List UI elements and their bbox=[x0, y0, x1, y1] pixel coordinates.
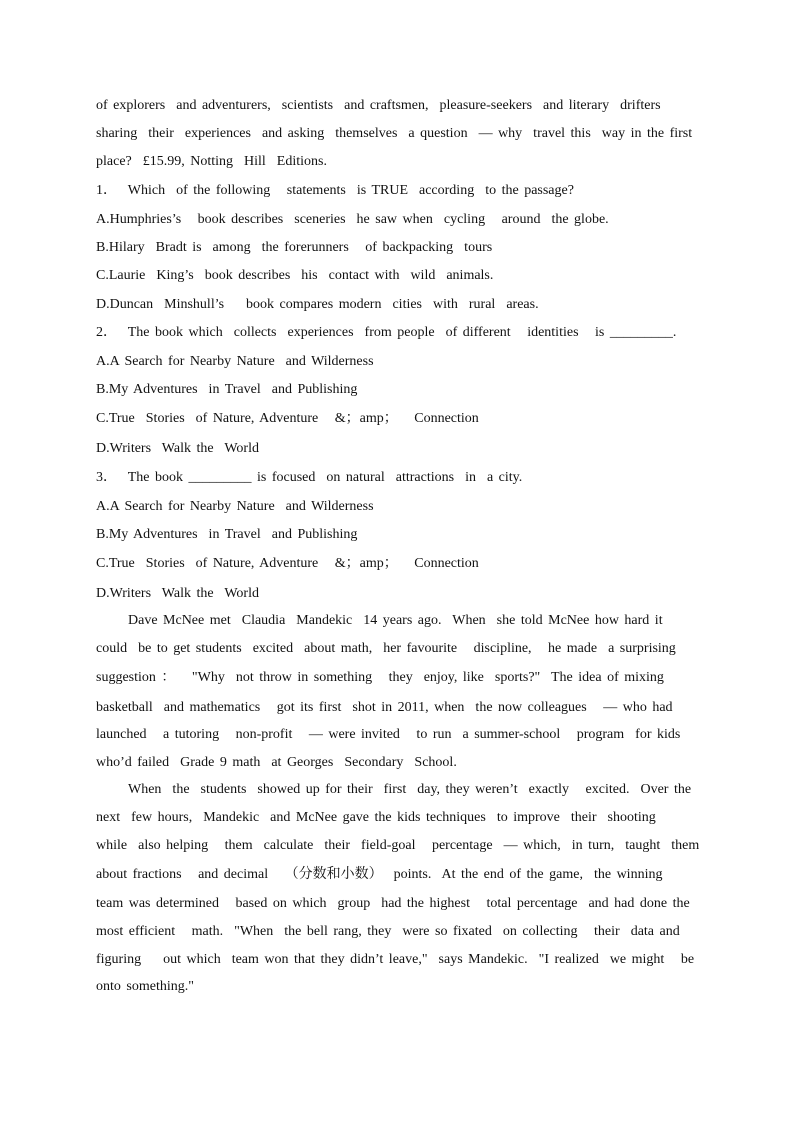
question-2-option-a: A.A Search for Nearby Nature and Wilderness bbox=[96, 354, 374, 369]
passage-line: onto something." bbox=[96, 979, 194, 994]
passage-line: about fractions and decimal （分数和小数） points. At the end of the game, the winning bbox=[96, 867, 663, 882]
question-2-option-d: D.Writers Walk the World bbox=[96, 441, 259, 456]
question-3-stem: 3． The book _________ is focused on natural attractions in a city. bbox=[96, 470, 523, 485]
passage-line: could be to get students excited about math, her favourite discipline, he made a surprising bbox=[96, 641, 676, 656]
question-1-option-d: D.Duncan Minshull’s book compares modern cities with rural areas. bbox=[96, 297, 539, 312]
question-2-option-c: C.True Stories of Nature, Adventure &；amp； Connection bbox=[96, 411, 479, 426]
question-1-option-a: A.Humphries’s book describes sceneries he saw when cycling around the globe. bbox=[96, 212, 609, 227]
question-2-option-b: B.My Adventures in Travel and Publishing bbox=[96, 382, 358, 397]
passage-line: When the students showed up for their first day, they weren’t exactly excited. Over the bbox=[128, 782, 692, 797]
question-3-option-a: A.A Search for Nearby Nature and Wilderness bbox=[96, 499, 374, 514]
passage-line: suggestion ： "Why not throw in something they enjoy, like sports?" The idea of mixing bbox=[96, 670, 664, 685]
passage-line: who’d failed Grade 9 math at Georges Secondary School. bbox=[96, 755, 457, 770]
passage-line: next few hours, Mandekic and McNee gave the kids techniques to improve their shooting bbox=[96, 810, 656, 825]
question-1-stem: 1． Which of the following statements is TRUE according to the passage? bbox=[96, 183, 574, 198]
passage-line: basketball and mathematics got its first shot in 2011, when the now colleagues — who had bbox=[96, 700, 673, 715]
passage-line: of explorers and adventurers, scientists and craftsmen, pleasure-seekers and literary drifters bbox=[96, 98, 661, 113]
passage-line: figuring out which team won that they didn’t leave," says Mandekic. "I realized we might be bbox=[96, 952, 695, 967]
passage-line: while also helping them calculate their field-goal percentage — which, in turn, taught them bbox=[96, 838, 700, 853]
passage-line: most efficient math. "When the bell rang, they were so fixated on collecting their data and bbox=[96, 924, 680, 939]
passage-line: sharing their experiences and asking themselves a question — why travel this way in the first bbox=[96, 126, 693, 141]
question-2-stem: 2． The book which collects experiences from people of different identities is _________. bbox=[96, 325, 677, 340]
passage-line: launched a tutoring non-profit — were invited to run a summer-school program for kids bbox=[96, 727, 681, 742]
question-1-option-c: C.Laurie King’s book describes his contact with wild animals. bbox=[96, 268, 494, 283]
question-3-option-d: D.Writers Walk the World bbox=[96, 586, 259, 601]
passage-line: place? £15.99, Notting Hill Editions. bbox=[96, 154, 327, 169]
question-3-option-c: C.True Stories of Nature, Adventure &；amp； Connection bbox=[96, 556, 479, 571]
question-1-option-b: B.Hilary Bradt is among the forerunners of backpacking tours bbox=[96, 240, 493, 255]
passage-line: team was determined based on which group had the highest total percentage and had done the bbox=[96, 896, 690, 911]
passage-line: Dave McNee met Claudia Mandekic 14 years ago. When she told McNee how hard it bbox=[128, 613, 663, 628]
question-3-option-b: B.My Adventures in Travel and Publishing bbox=[96, 527, 358, 542]
